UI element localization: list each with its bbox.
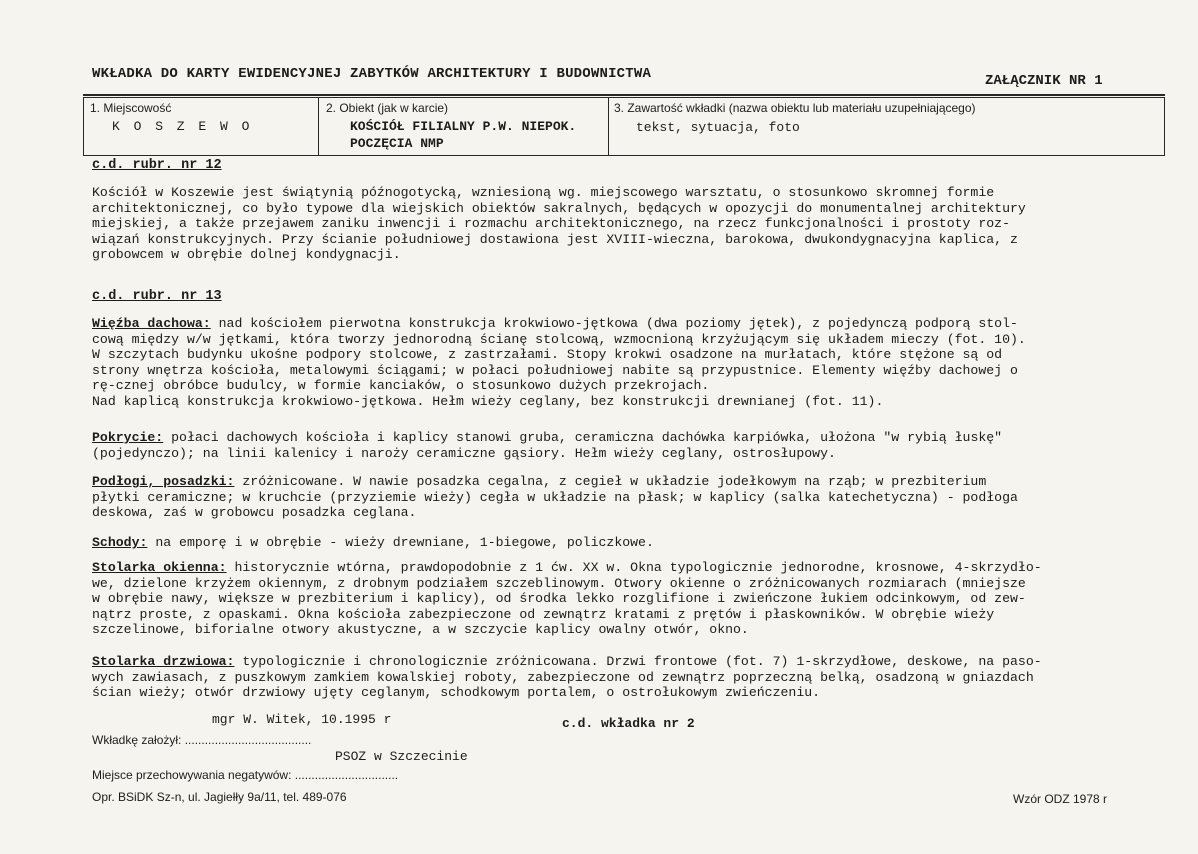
author-value: mgr W. Witek, 10.1995 r — [212, 712, 392, 727]
floors-label: Podłogi, posadzki: — [92, 474, 235, 489]
header-rule-inner — [83, 97, 1165, 98]
storage-field-label: Miejsce przechowywania negatywów: ............................... — [92, 768, 399, 782]
continued-insert: c.d. wkładka nr 2 — [562, 716, 695, 731]
roofing-text: połaci dachowych kościoła i kaplicy stanowi gruba, ceramiczna dachówka karpiówka, ułożona "w rybią łuskę" (pojedynczo); na linii kalenicy i naroży ceramiczne gąsiory. Hełm wieży ceglany, ostrosłupowy. — [92, 430, 1003, 461]
windows-paragraph — [92, 560, 1122, 638]
rubr12-heading: c.d. rubr. nr 12 — [92, 158, 222, 173]
locality-value: K O S Z E W O — [112, 119, 253, 134]
template-mark: Wzór ODZ 1978 r — [1013, 792, 1108, 806]
grid-bottom-rule — [83, 155, 1165, 156]
document-title: WKŁADKA DO KARTY EWIDENCYJNEJ ZABYTKÓW ARCHITEKTURY I BUDOWNICTWA — [92, 66, 652, 82]
floors-text: zróżnicowane. W nawie posadzka cegalna, z cegieł w układzie jodełkowym na rząb; w prezbiterium płytki ceramiczne; w kruchcie (przyziemie wieży) cegła w układzie na płask; w kaplicy (salka katechetyczna) - podłoga deskowa, zaś w grobowcu posadzka ceglana. — [92, 474, 1018, 520]
object-label: 2. Obiekt (jak w karcie) — [326, 101, 449, 115]
floors-paragraph — [92, 474, 1122, 521]
publisher-line: Opr. BSiDK Sz-n, ul. Jagiełły 9a/11, tel. 489-076 — [92, 790, 347, 804]
roofing-label: Pokrycie: — [92, 430, 164, 445]
doors-paragraph — [92, 654, 1122, 701]
doors-text: typologicznie i chronologicznie zróżnicowana. Drzwi frontowe (fot. 7) 1-skrzydłowe, deskowe, na paso- wych zawiasach, z puszkowym zamkiem kowalskiej roboty, zabezpieczone od zewnątrz poprzeczną belką, osadzoną w gniazdach ścian wieży; otwór drzwiowy ujęty ceglanym, schodkowym portalem, o ostrołukowym zwieńczeniu. — [92, 654, 1042, 700]
grid-divider-1 — [318, 97, 319, 155]
object-value-line2: POCZĘCIA NMP — [350, 136, 444, 151]
author-field-label: Wkładkę założył: ...................................... — [92, 733, 312, 747]
stairs-text: na emporę i w obrębie - wieży drewniane, 1-biegowe, policzkowe. — [147, 535, 654, 550]
stairs-label: Schody: — [92, 535, 148, 550]
contents-label: 3. Zawartość wkładki (nazwa obiektu lub materiału uzupełniającego) — [614, 101, 976, 115]
roofing-paragraph — [92, 430, 1122, 461]
grid-divider-2 — [608, 97, 609, 155]
contents-value: tekst, sytuacja, foto — [636, 120, 800, 135]
object-value-line1: KOŚCIÓŁ FILIALNY P.W. NIEPOK. — [350, 119, 577, 134]
roof-structure-paragraph — [92, 316, 1122, 409]
storage-value: PSOZ w Szczecinie — [335, 749, 468, 764]
windows-label: Stolarka okienna: — [92, 560, 227, 575]
rubr13-heading: c.d. rubr. nr 13 — [92, 289, 222, 304]
roof-structure-label: Więźba dachowa: — [92, 316, 211, 331]
windows-text: historycznie wtórna, prawdopodobnie z 1 ćw. XX w. Okna typologicznie jednorodne, krosnowe, 4-skrzydło- we, dzielone krzyżem okiennym, z drobnym podziałem szczeblinowym. Otwory okienne o zróżnicowanych rozmiarach (mniejsze w obrębie nawy, większe w prezbiterium i kaplicy), od środka lekko rozglifione i zwieńczone łukiem odcinkowym, od zew- nątrz proste, z opaskami. Okna kościoła zabezpieczone od zewnątrz kratami z prętów i płaskowników. W obrębie wieży szczelinowe, biforialne otwory akustyczne, a w szczycie kaplicy owalny otwór, okno. — [92, 560, 1042, 637]
grid-border-left — [83, 97, 84, 155]
rubr12-paragraph: Kościół w Koszewie jest świątynią późnogotycką, wzniesioną wg. miejscowego warsztatu, o stosunkowo skromnej formie architektonicznej, co było typowe dla wiejskich obiektów sakralnych, będących w opozycji do monumentalnej architektury miejskiej, a także przejawem zaniku inwencji i rozmachu architektonicznego, na rzecz funkcjonalności i prostoty roz- wiązań konstrukcyjnych. Przy ścianie południowej dostawiona jest XVIII-wieczna, barokowa, dwukondygnacyjna kaplica, z grobowcem w obrębie dolnej kondygnacji. — [92, 185, 1026, 262]
stairs-paragraph — [92, 535, 1122, 551]
grid-border-right — [1164, 97, 1165, 155]
attachment-number: ZAŁĄCZNIK NR 1 — [985, 73, 1103, 89]
roof-structure-text: nad kościołem pierwotna konstrukcja krokwiowo-jętkowa (dwa poziomy jętek), z pojedynczą podporą stol- cową między w/w jętkami, która tworzy jednorodną ścianę stolcową, wzmocnioną krzyżującym się układem mieczy (fot. 10). W szczytach budynku ukośne podpory stolcowe, z zastrzałami. Stopy krokwi osadzone na murłatach, które stężone są od strony wnętrza kościoła, metalowymi ściągami; w połaci południowej nabite są przypustnice. Elementy więźby dachowej o rę-cznej obróbce budulcy, w formie kanciaków, o stosunkowo dużych przekrojach. Nad kaplicą konstrukcja krokwiowo-jętkowa. Hełm wieży ceglany, bez konstrukcji drewnianej (fot. 11). — [92, 316, 1026, 409]
header-rule — [83, 94, 1165, 96]
locality-label: 1. Miejscowość — [90, 101, 172, 115]
doors-label: Stolarka drzwiowa: — [92, 654, 235, 669]
